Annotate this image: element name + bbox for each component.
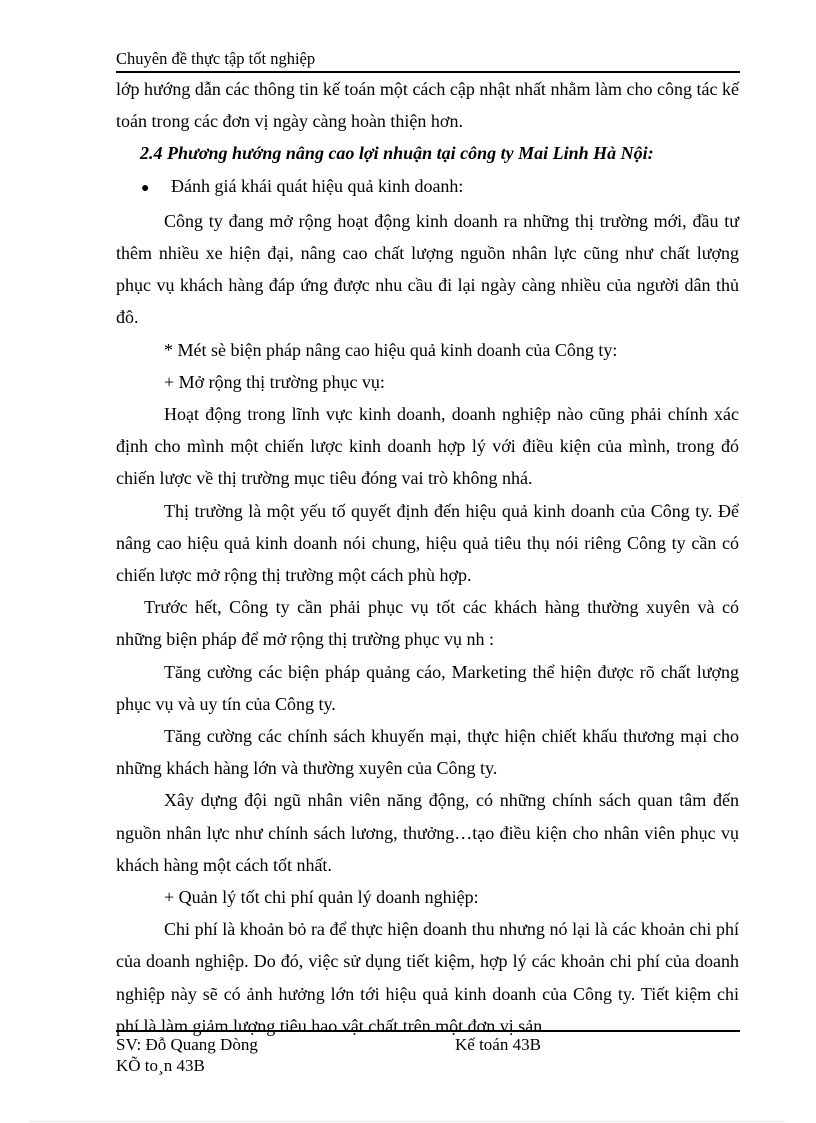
paragraph-staff: Xây dựng đội ngũ nhân viên năng động, có những chính sách quan tâm đến nguồn nhân lực như chính sách lương, thưởng…tạo điều kiện cho nhân viên phục vụ khách hàng một cách tốt nhất.: [116, 790, 739, 875]
page-footer: [116, 1035, 740, 1076]
bullet-text: Đánh giá khái quát hiệu quả kinh doanh:: [171, 175, 464, 196]
footer-student: SV: Đỗ Quang Dòng: [116, 1035, 258, 1054]
bullet-item: [116, 170, 739, 205]
page-bottom-dotted-line: [30, 1121, 786, 1122]
footer-class: Kế toán 43B: [455, 1035, 541, 1054]
document-body: [116, 73, 739, 1042]
bullet-dot-icon: ●: [141, 180, 150, 196]
footer-student-class: KÕ to¸n 43B: [116, 1055, 205, 1075]
paragraph-cost-title: + Quản lý tốt chi phí quản lý doanh nghiệp:: [164, 887, 479, 908]
paragraph-continuation: lớp hướng dẫn các thông tin kế toán một cách cập nhật nhất nhằm làm cho công tác kế toán trong các đơn vị ngày càng hoàn thiện hơn.: [116, 79, 739, 132]
paragraph-measures-title: * Mét sè biện pháp nâng cao hiệu quả kinh doanh của Công ty:: [164, 339, 618, 360]
paragraph-advertising: Tăng cường các biện pháp quảng cáo, Marketing thể hiện được rõ chất lượng phục vụ và uy tín của Công ty.: [116, 661, 739, 714]
paragraph-promotions: Tăng cường các chính sách khuyến mại, thực hiện chiết khấu thương mại cho những khách hàng lớn và thường xuyên của Công ty.: [116, 726, 739, 779]
section-heading: 2.4 Phương hướng nâng cao lợi nhuận tại công ty Mai Linh Hà Nội:: [140, 143, 654, 164]
paragraph-market-title: + Mở rộng thị trường phục vụ:: [164, 371, 385, 392]
paragraph-first-steps: Trước hết, Công ty cần phải phục vụ tốt các khách hàng thường xuyên và có những biện pháp để mở rộng thị trường phục vụ nh :: [116, 597, 739, 650]
paragraph-overview: Công ty đang mở rộng hoạt động kinh doanh ra những thị trường mới, đầu tư thêm nhiều xe hiện đại, nâng cao chất lượng nguồn nhân lực cũng như chất lượng phục vụ khách hàng đáp ứng được nhu cầu đi lại ngày càng nhiều của người dân thủ đô.: [116, 210, 739, 328]
paragraph-cost-management: Chi phí là khoản bỏ ra để thực hiện doanh thu nhưng nó lại là các khoản chi phí của doanh nghiệp. Do đó, việc sử dụng tiết kiệm, hợp lý các khoản chi phí của doanh nghiệp này sẽ có ảnh hưởng lớn tới hiệu quả kinh doanh của Công ty. Tiết kiệm chi phí là làm giảm lượng tiêu hao vật chất trên một đơn vị sản: [116, 919, 739, 1036]
page-header-title: Chuyên đề thực tập tốt nghiệp: [116, 49, 316, 68]
paragraph-market-strategy: Hoạt động trong lĩnh vực kinh doanh, doanh nghiệp nào cũng phải chính xác định cho mình một chiến lược kinh doanh hợp lý với điều kiện của mình, trong đó chiến lược về thị trường mục tiêu đóng vai trò không nhá.: [116, 404, 739, 489]
paragraph-market-importance: Thị trường là một yếu tố quyết định đến hiệu quả kinh doanh của Công ty. Để nâng cao hiệu quả kinh doanh nói chung, hiệu quả tiêu thụ nói riêng Công ty cần có chiến lược mở rộng thị trường một cách phù hợp.: [116, 500, 739, 586]
footer-rule: [116, 1030, 740, 1032]
